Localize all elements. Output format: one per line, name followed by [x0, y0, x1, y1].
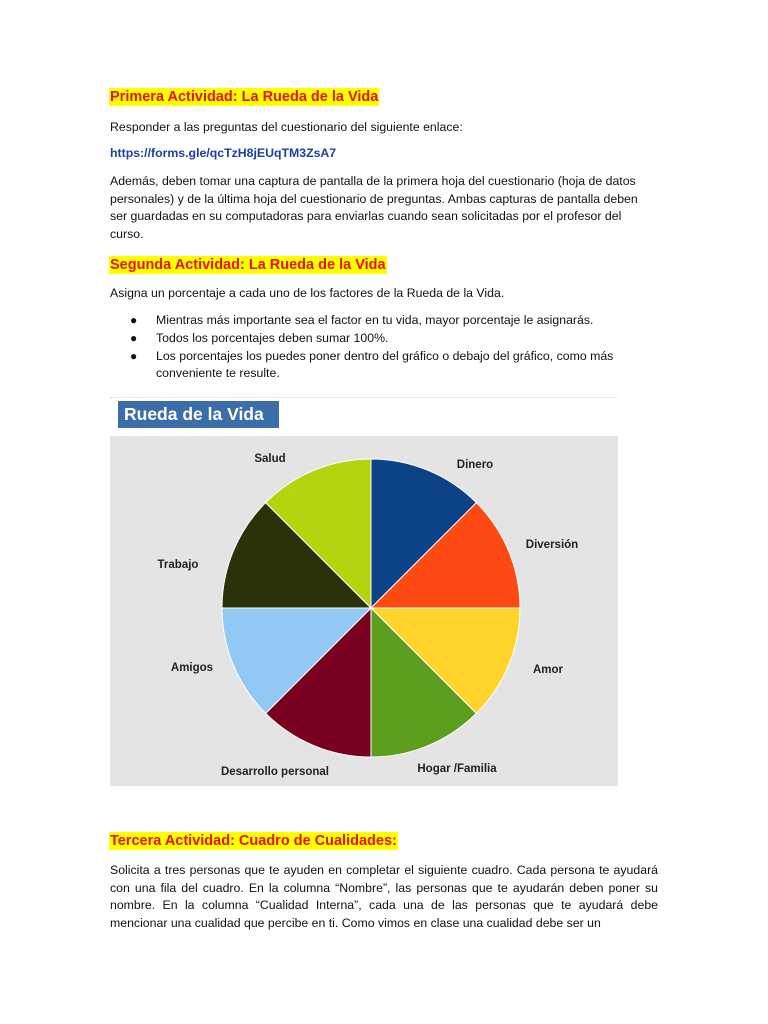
list-item	[130, 312, 650, 330]
list-item	[130, 348, 650, 384]
slice-label: Trabajo	[157, 559, 199, 571]
chart-divider	[110, 397, 618, 398]
slice-label: Diversión	[525, 539, 579, 551]
slice-label: Amigos	[170, 662, 214, 674]
activity1-paragraph: Además, deben tomar una captura de pantalla de la primera hoja del cuestionario (hoja de datos personales) y de la última hoja del cuestionario de preguntas. Ambas capturas de pantalla deben ser guardadas en su computadoras para enviarlas cuando sean solicitadas por el profesor del curso.	[110, 174, 638, 241]
bullet-icon: ●	[130, 313, 138, 327]
activity1-instruction: Responder a las preguntas del cuestionario del siguiente enlace:	[110, 120, 463, 134]
bullet-icon: ●	[130, 348, 138, 363]
activity3-heading: Tercera Actividad: Cuadro de Cualidades:	[110, 833, 397, 849]
slice-label: Desarrollo personal	[220, 766, 330, 778]
slice-label: Salud	[254, 453, 286, 465]
pie-chart-panel	[110, 436, 618, 786]
activity1-link-line	[110, 145, 658, 163]
activity2-heading: Segunda Actividad: La Rueda de la Vida	[110, 257, 386, 273]
pie-chart	[110, 436, 618, 786]
activity2-bullet-list	[130, 312, 650, 383]
bullet-text: Todos los porcentajes deben sumar 100%.	[156, 330, 389, 345]
activity1-heading: Primera Actividad: La Rueda de la Vida	[110, 89, 379, 105]
bullet-text: Mientras más importante sea el factor en tu vida, mayor porcentaje le asignarás.	[156, 313, 594, 327]
bullet-text: Los porcentajes los puedes poner dentro del gráfico o debajo del gráfico, como más conveniente te resulte.	[156, 348, 614, 381]
list-item	[130, 330, 650, 348]
slice-label: Dinero	[456, 459, 494, 471]
activity2-intro: Asigna un porcentaje a cada uno de los factores de la Rueda de la Vida.	[110, 286, 505, 300]
bullet-icon: ●	[130, 330, 138, 345]
form-link[interactable]: https://forms.gle/qcTzH8jEUqTM3ZsA7	[110, 146, 337, 160]
slice-label: Amor	[532, 664, 564, 676]
chart-title: Rueda de la Vida	[118, 401, 279, 428]
activity3-paragraph: Solicita a tres personas que te ayuden en completar el siguiente cuadro. Cada persona te ayudará con una fila del cuadro. En la columna “Nombre”, las personas que te ayudarán deben poner su nombre. En la columna “Cualidad Interna”, cada una de las personas que te ayudará debe mencionar una cualidad que percibe en ti. Como vimos en clase una cualidad debe ser un	[110, 863, 658, 930]
slice-label: Hogar /Familia	[417, 763, 497, 775]
